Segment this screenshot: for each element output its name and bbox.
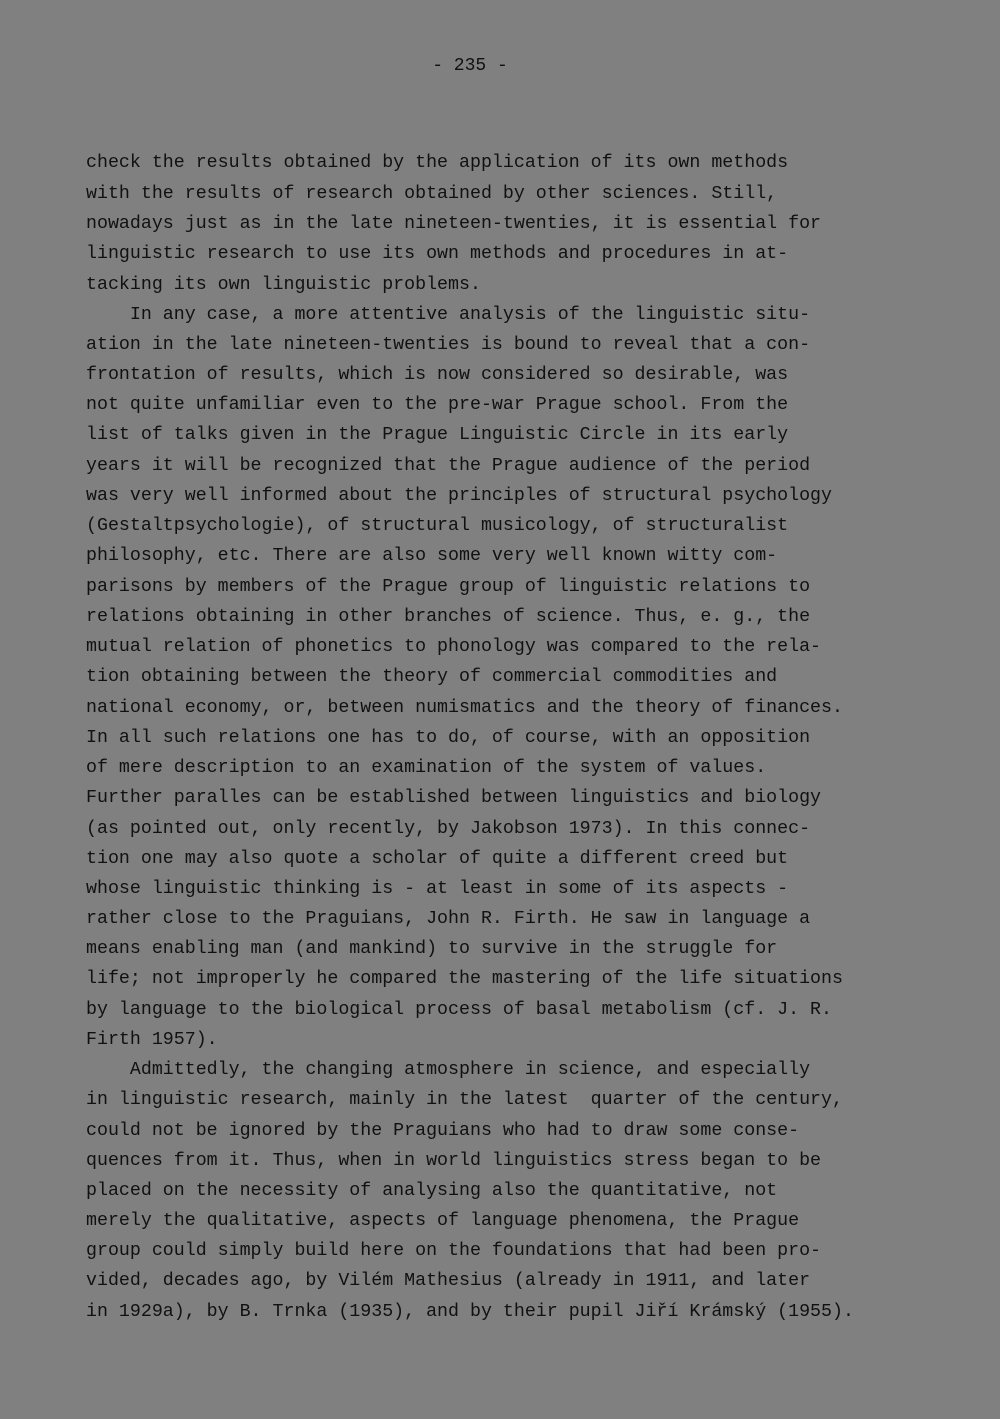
text-line: tacking its own linguistic problems. [86,275,481,295]
text-line: in 1929a), by B. Trnka (1935), and by their pupil Jiří Krámský (1955). [86,1302,854,1322]
text-line: tion one may also quote a scholar of quite a different creed but [86,849,789,869]
text-line: vided, decades ago, by Vilém Mathesius (already in 1911, and later [86,1271,811,1291]
text-line: (as pointed out, only recently, by Jakobson 1973). In this connec- [86,819,811,839]
text-line: tion obtaining between the theory of commercial commodities and [86,667,778,687]
text-line: frontation of results, which is now considered so desirable, was [86,365,789,385]
text-line: check the results obtained by the application of its own methods [86,153,789,173]
text-line: parisons by members of the Prague group of linguistic relations to [86,577,811,597]
text-line: means enabling man (and mankind) to survive in the struggle for [86,939,778,959]
text-line: in linguistic research, mainly in the latest quarter of the century, [86,1090,843,1110]
text-line: nowadays just as in the late nineteen-twenties, it is essential for [86,214,822,234]
text-line: rather close to the Praguians, John R. Firth. He saw in language a [86,909,811,929]
text-line: Admittedly, the changing atmosphere in science, and especially [86,1060,811,1080]
text-line: relations obtaining in other branches of science. Thus, e. g., the [86,607,811,627]
text-line: group could simply build here on the foundations that had been pro- [86,1241,822,1261]
text-line: In any case, a more attentive analysis of the linguistic situ- [86,305,811,325]
text-line: linguistic research to use its own methods and procedures in at- [86,244,789,264]
text-line: Further paralles can be established between linguistics and biology [86,788,822,808]
text-line: In all such relations one has to do, of course, with an opposition [86,728,811,748]
text-line: years it will be recognized that the Prague audience of the period [86,456,811,476]
text-line: whose linguistic thinking is - at least in some of its aspects - [86,879,789,899]
text-line: placed on the necessity of analysing also the quantitative, not [86,1181,778,1201]
text-line: with the results of research obtained by other sciences. Still, [86,184,778,204]
text-line: life; not improperly he compared the mastering of the life situations [86,969,843,989]
text-line: could not be ignored by the Praguians who had to draw some conse- [86,1121,800,1141]
text-line: philosophy, etc. There are also some very well known witty com- [86,546,778,566]
page-number: - 235 - [432,56,508,76]
text-line: Firth 1957). [86,1030,218,1050]
text-line: by language to the biological process of basal metabolism (cf. J. R. [86,1000,832,1020]
text-line: ation in the late nineteen-twenties is bound to reveal that a con- [86,335,811,355]
text-line: national economy, or, between numismatics and the theory of finances. [86,698,843,718]
text-line: (Gestaltpsychologie), of structural musicology, of structuralist [86,516,789,536]
text-line: quences from it. Thus, when in world linguistics stress began to be [86,1151,822,1171]
text-line: of mere description to an examination of the system of values. [86,758,767,778]
text-line: merely the qualitative, aspects of language phenomena, the Prague [86,1211,800,1231]
text-line: mutual relation of phonetics to phonology was compared to the rela- [86,637,822,657]
text-line: not quite unfamiliar even to the pre-war Prague school. From the [86,395,789,415]
text-line: was very well informed about the principles of structural psychology [86,486,832,506]
text-line: list of talks given in the Prague Linguistic Circle in its early [86,425,789,445]
